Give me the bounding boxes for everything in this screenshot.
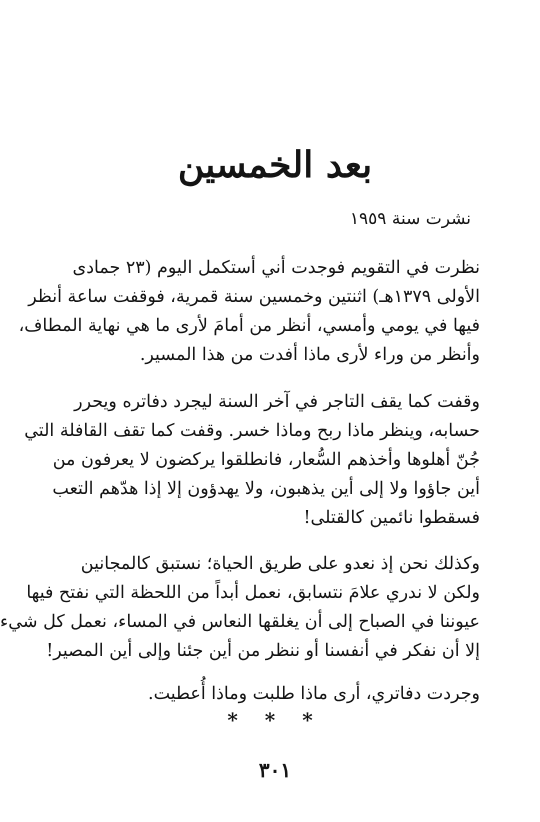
section-separator: * * * bbox=[227, 708, 323, 732]
paragraph-2 bbox=[24, 388, 480, 533]
paragraph-4 bbox=[68, 680, 480, 709]
text-line: إلا أن نفكر في أنفسنا أو ننظر من أين جئنا وإلى أين المصير! bbox=[46, 641, 480, 661]
text-line: نظرت في التقويم فوجدت أني أستكمل اليوم (٢٣ جمادى bbox=[72, 258, 480, 278]
text-line: وكذلك نحن إذ نعدو على طريق الحياة؛ نستبق كالمجانين bbox=[80, 554, 480, 574]
publication-note: نشرت سنة ١٩٥٩ bbox=[349, 209, 471, 229]
paragraph-3 bbox=[0, 550, 480, 666]
text-line: فسقطوا نائمين كالقتلى! bbox=[303, 508, 480, 528]
chapter-title: بعد الخمسين bbox=[177, 144, 373, 186]
text-line: حسابه، وينظر ماذا ربح وماذا خسر. وقفت كما تقف القافلة التي bbox=[24, 421, 480, 441]
text-line: ولكن لا ندري علامَ نتسابق، نعمل أبداً من اللحظة التي نفتح فيها bbox=[26, 583, 480, 603]
text-line: وقفت كما يقف التاجر في آخر السنة ليجرد دفاتره ويحرر bbox=[74, 392, 480, 412]
body-text bbox=[0, 254, 480, 727]
paragraph-1 bbox=[18, 254, 480, 370]
text-line: جُنّ أهلوها وأخذهم السُّعار، فانطلقوا يركضون لا يعرفون من bbox=[52, 450, 480, 470]
page-number: ٣٠١ bbox=[258, 758, 292, 782]
text-line: أين جاؤوا ولا إلى أين يذهبون، ولا يهدؤون إلا إذا هدّهم التعب bbox=[52, 479, 480, 499]
text-line: وأنظر من وراء لأرى ماذا أفدت من هذا المسير. bbox=[139, 345, 480, 365]
text-line: وجردت دفاتري، أرى ماذا طلبت وماذا أُعطيت. bbox=[148, 684, 480, 704]
text-line: فيها في يومي وأمسي، أنظر من أمامَ لأرى ما هي نهاية المطاف، bbox=[18, 316, 480, 336]
text-line: عيوننا في الصباح إلى أن يغلقها النعاس في المساء، نعمل كل شيء bbox=[0, 612, 480, 632]
text-line: الأولى ١٣٧٩هـ) اثنتين وخمسين سنة قمرية، فوقفت ساعة أنظر bbox=[28, 287, 480, 307]
